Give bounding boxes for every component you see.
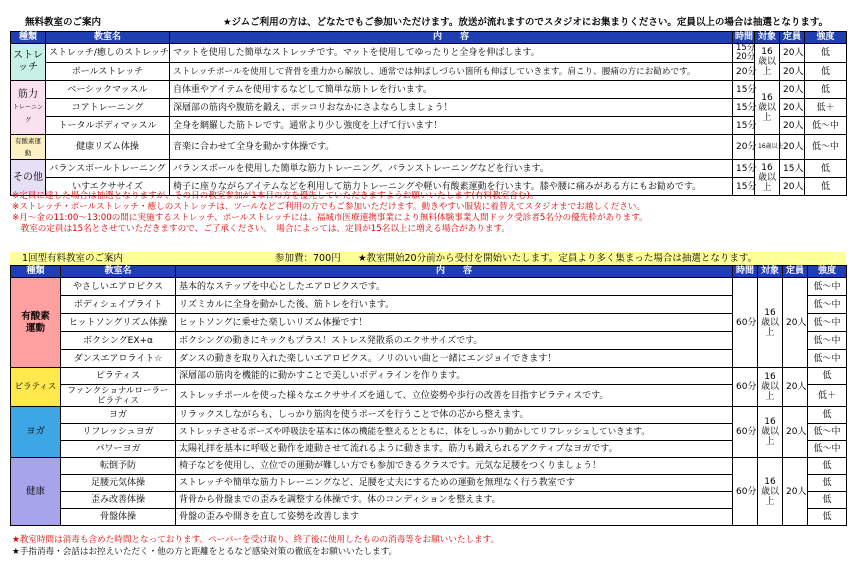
category-strength-label: 筋力: [18, 88, 38, 100]
class-capacity: 20人: [783, 407, 808, 458]
col-header-target: 対象: [758, 266, 783, 278]
class-target: 16歳以上: [755, 81, 780, 135]
class-capacity: 20人: [780, 63, 805, 81]
category-aerobic: 有酸素運動: [11, 278, 61, 368]
col-header-type: 種類: [11, 32, 46, 44]
class-capacity: 20人: [780, 117, 805, 135]
class-capacity: 20人: [780, 178, 805, 196]
class-intensity: 低～中: [808, 314, 847, 332]
class-intensity: 低～中: [805, 135, 847, 160]
table-row: [11, 296, 847, 314]
class-description: 骨盤の歪みや開きを直して姿勢を改善します: [176, 509, 733, 526]
class-name: ボクシングEX+α: [61, 332, 176, 350]
free-note-4: 教室の定員は15名とさせていただきますので、ご了承ください。 場合によっては、定員が15名以上に増える場合があります。: [12, 224, 510, 234]
class-name: ポールストレッチ: [46, 63, 170, 81]
class-description: ダンスの動きを取り入れた楽しいエアロビクス。ノリのいい曲と一緒にエンジョイできます！: [176, 350, 733, 368]
class-description: マットを使用した簡単なストレッチです。マットを使用してゆったりと全身を伸ばします。: [170, 44, 733, 63]
class-name: ダンスエアロライト☆: [61, 350, 176, 368]
table-row: [11, 332, 847, 350]
col-header-intensity: 強度: [805, 32, 847, 44]
class-intensity: 低: [805, 160, 847, 178]
class-description: 深層部の筋肉を機能的に動かすことで美しいボディラインを作ります。: [176, 368, 733, 385]
class-intensity: 低: [808, 458, 847, 475]
class-time: [733, 44, 755, 63]
class-target: 16歳以上: [755, 44, 780, 81]
table-row: [11, 475, 847, 492]
class-intensity: 低～中: [805, 117, 847, 135]
table-row: [11, 314, 847, 332]
class-description: ストレッチや簡単な筋力トレーニングなど、足腰を丈夫にするための運動を無理なく行う教室です: [176, 475, 733, 492]
class-name: ファンクショナルローラーピラティス: [61, 385, 176, 407]
class-intensity: 低: [805, 81, 847, 99]
paid-section-title: 1回型有料教室のご案内: [22, 253, 124, 264]
table-row: [11, 509, 847, 526]
table-header-row: [11, 32, 847, 44]
class-target: 16歳以上: [758, 458, 783, 526]
class-description: ボクシングの動きにキックもプラス！ストレス発散系のエクササイズです。: [176, 332, 733, 350]
class-time: 60分: [733, 278, 758, 368]
col-header-time: 時間: [733, 32, 755, 44]
free-note-1: ※定員に達した場合は抽選となりますが、その日の教室参加が1本目の方を優先していただきますようお願いいたします(有料教室含む)。: [12, 191, 539, 201]
free-section-notice: ★ジムご利用の方は、どなたでもご参加いただけます。放送が流れますのでスタジオにお集まりください。定員以上の場合は抽選となります。: [223, 17, 829, 28]
col-header-capacity: 定員: [780, 32, 805, 44]
category-strength: [11, 81, 46, 135]
class-target: 16歳以上: [758, 368, 783, 407]
time-value-alt: 20分: [736, 52, 756, 62]
table-header-row: [11, 266, 847, 278]
class-time: 15分: [733, 160, 755, 178]
table-row: [11, 424, 847, 441]
category-yoga: ヨガ: [11, 407, 61, 458]
table-row: [11, 135, 847, 160]
table-row: [11, 44, 847, 63]
class-time: 60分: [733, 458, 758, 526]
class-name: リフレッシュヨガ: [61, 424, 176, 441]
table-row: [11, 458, 847, 475]
free-section-header: [10, 16, 846, 29]
class-description: 全身を網羅した筋トレです。通常より少し強度を上げて行います！: [170, 117, 733, 135]
class-description: 基本的なステップを中心としたエアロビクスです。: [176, 278, 733, 296]
class-intensity: 低＋: [805, 99, 847, 117]
free-section-title: 無料教室のご案内: [25, 17, 102, 28]
class-intensity: 低: [805, 44, 847, 63]
class-time: 15分: [733, 117, 755, 135]
class-intensity: 低～中: [808, 424, 847, 441]
table-row: [11, 368, 847, 385]
free-note-2: ※ストレッチ・ポールストレッチ・癒しのストレッチは、ツールなどご利用の方でもご参加いただけます。動きやすい服装に着替えてスタジオまでお越しください。: [12, 202, 645, 212]
paid-classes-table: [10, 265, 847, 526]
class-time: 15分: [733, 81, 755, 99]
class-intensity: 低: [808, 509, 847, 526]
class-description: ストレッチポールを使用して背骨を重力から解放し、通常では伸ばしづらい箇所も伸ばしていきます。肩こり、腰痛の方にお勧めです。: [170, 63, 733, 81]
table-row: [11, 278, 847, 296]
category-other: その他: [11, 160, 46, 196]
class-target: 16歳以上: [755, 135, 780, 160]
free-note-3: ※月～金の11:00～13:00の間に実施するストレッチ、ポールストレッチには、福城市医療連携事業により無料体験事業人間ドック受診者5名分の優先枠があります。: [12, 213, 648, 223]
col-header-time: 時間: [733, 266, 758, 278]
class-description: 太陽礼拝を基本に呼吸と動作を連動させて流れるように動きます。筋力も鍛えられるアクティブなヨガです。: [176, 441, 733, 458]
class-description: 深層部の筋肉や腹筋を鍛え、ポッコリおなかにさよならしましょう！: [170, 99, 733, 117]
class-name: ヒットソングリズム体操: [61, 314, 176, 332]
class-name: ヨガ: [61, 407, 176, 424]
category-strength-sub: トレーニング: [12, 103, 43, 124]
col-header-intensity: 強度: [808, 266, 847, 278]
class-name: ストレッチ/癒しのストレッチ: [46, 44, 170, 63]
class-intensity: 低: [808, 407, 847, 424]
col-header-target: 対象: [755, 32, 780, 44]
table-row: [11, 385, 847, 407]
class-description: ヒットソングに乗せた楽しいリズム体操です！: [176, 314, 733, 332]
class-intensity: 低: [808, 368, 847, 385]
time-value: 15分: [736, 43, 756, 53]
class-description: ストレッチポールを使った様々なエクササイズを通して、立位姿勢や歩行の改善を目指すピラティスです。: [176, 385, 733, 407]
category-pilates: ピラティス: [11, 368, 61, 407]
class-description: 自体重やアイテムを使用するなどして簡単な筋トレを行います。: [170, 81, 733, 99]
class-capacity: 20人: [780, 99, 805, 117]
class-time: 20分: [733, 135, 755, 160]
class-name: やさしいエアロビクス: [61, 278, 176, 296]
class-target: 16歳以上: [758, 278, 783, 368]
col-header-content: 内 容: [170, 32, 733, 44]
class-name: ピラティス: [61, 368, 176, 385]
col-header-name: 教室名: [46, 32, 170, 44]
class-name: ボディシェイプライト: [61, 296, 176, 314]
class-description: リラックスしながらも、しっかり筋肉を使うポーズを行うことで体の芯から整えます。: [176, 407, 733, 424]
table-row: [11, 441, 847, 458]
class-capacity: 15人: [780, 160, 805, 178]
class-target: 16歳以上: [755, 160, 780, 196]
class-time: 15分: [733, 99, 755, 117]
class-intensity: 低～中: [808, 350, 847, 368]
free-classes-table: [10, 31, 847, 196]
table-row: [11, 63, 847, 81]
class-intensity: 低: [805, 178, 847, 196]
table-row: [11, 99, 847, 117]
table-row: [11, 350, 847, 368]
class-capacity: 20人: [783, 458, 808, 526]
class-description: 椅子などを使用し、立位での運動が難しい方でも参加できるクラスです。元気な足腰をつくりましょう！: [176, 458, 733, 475]
col-header-name: 教室名: [61, 266, 176, 278]
class-time: 20分: [733, 63, 755, 81]
class-description: リズミカルに全身を動かした後、筋トレを行います。: [176, 296, 733, 314]
class-description: ストレッチさせるポーズや呼吸法を基本に体の機能を整えるとともに、体をしっかり動かしてリフレッシュしていきます。: [176, 424, 733, 441]
class-intensity: 低: [808, 475, 847, 492]
category-stretch: ストレッチ: [11, 44, 46, 81]
class-capacity: 20人: [780, 81, 805, 99]
class-description: 音楽に合わせて全身を動かす体操です。: [170, 135, 733, 160]
class-time: 60分: [733, 407, 758, 458]
class-capacity: 20人: [783, 368, 808, 407]
table-row: [11, 407, 847, 424]
class-name: コアトレーニング: [46, 99, 170, 117]
table-row: [11, 81, 847, 99]
class-name: バランスボールトレーニング: [46, 160, 170, 178]
category-health: 健康: [11, 458, 61, 526]
class-time: 60分: [733, 368, 758, 407]
class-target: 16歳以上: [758, 407, 783, 458]
class-name: 健康リズム体操: [46, 135, 170, 160]
class-description: 背骨から骨盤までの歪みを調整する体操です。体のコンディションを整えます。: [176, 492, 733, 509]
class-capacity: 20人: [780, 135, 805, 160]
col-header-type: 種類: [11, 266, 61, 278]
table-row: [11, 117, 847, 135]
class-intensity: 低～中: [808, 441, 847, 458]
table-row: [11, 160, 847, 178]
class-description: バランスボールを使用した簡単な筋力トレーニング、バランストレーニングなどを行います。: [170, 160, 733, 178]
paid-section-notice: ★教室開始20分前から受付を開始いたします。定員より多く集まった場合は抽選となります。: [358, 253, 758, 264]
class-intensity: 低～中: [808, 296, 847, 314]
class-name: ベーシックマッスル: [46, 81, 170, 99]
paid-section-header: [10, 252, 846, 265]
class-name: 足腰元気体操: [61, 475, 176, 492]
table-row: [11, 492, 847, 509]
class-time: 15分: [733, 178, 755, 196]
class-intensity: 低～中: [808, 332, 847, 350]
class-name: トータルボディマッスル: [46, 117, 170, 135]
col-header-content: 内 容: [176, 266, 733, 278]
class-intensity: 低: [808, 492, 847, 509]
paid-section-fee: 参加費：700円: [275, 253, 341, 264]
col-header-capacity: 定員: [783, 266, 808, 278]
paid-note-1: ★教室時間は消毒も含めた時間となっております。ペーパーを受け取り、終了後に使用したものの消毒等をお願いいたします。: [12, 535, 500, 545]
class-name: パワーヨガ: [61, 441, 176, 458]
class-description: 椅子に座りながらアイテムなどを利用して筋力トレーニングや軽い有酸素運動を行います。膝や腰に痛みがある方にもお勧めです。: [170, 178, 733, 196]
class-name: いすエクササイズ: [46, 178, 170, 196]
class-name: 歪み改善体操: [61, 492, 176, 509]
class-capacity: 20人: [780, 44, 805, 63]
class-name: 骨盤体操: [61, 509, 176, 526]
class-intensity: 低: [805, 63, 847, 81]
class-capacity: 20人: [783, 278, 808, 368]
paid-note-2: ★手指消毒・会話はお控えいただく・他の方と距離をとるなど感染対策の徹底をお願いいたします。: [12, 547, 398, 557]
class-intensity: 低～中: [808, 278, 847, 296]
class-intensity: 低＋: [808, 385, 847, 407]
category-aerobic: 有酸素運動: [11, 135, 46, 160]
class-name: 転倒予防: [61, 458, 176, 475]
